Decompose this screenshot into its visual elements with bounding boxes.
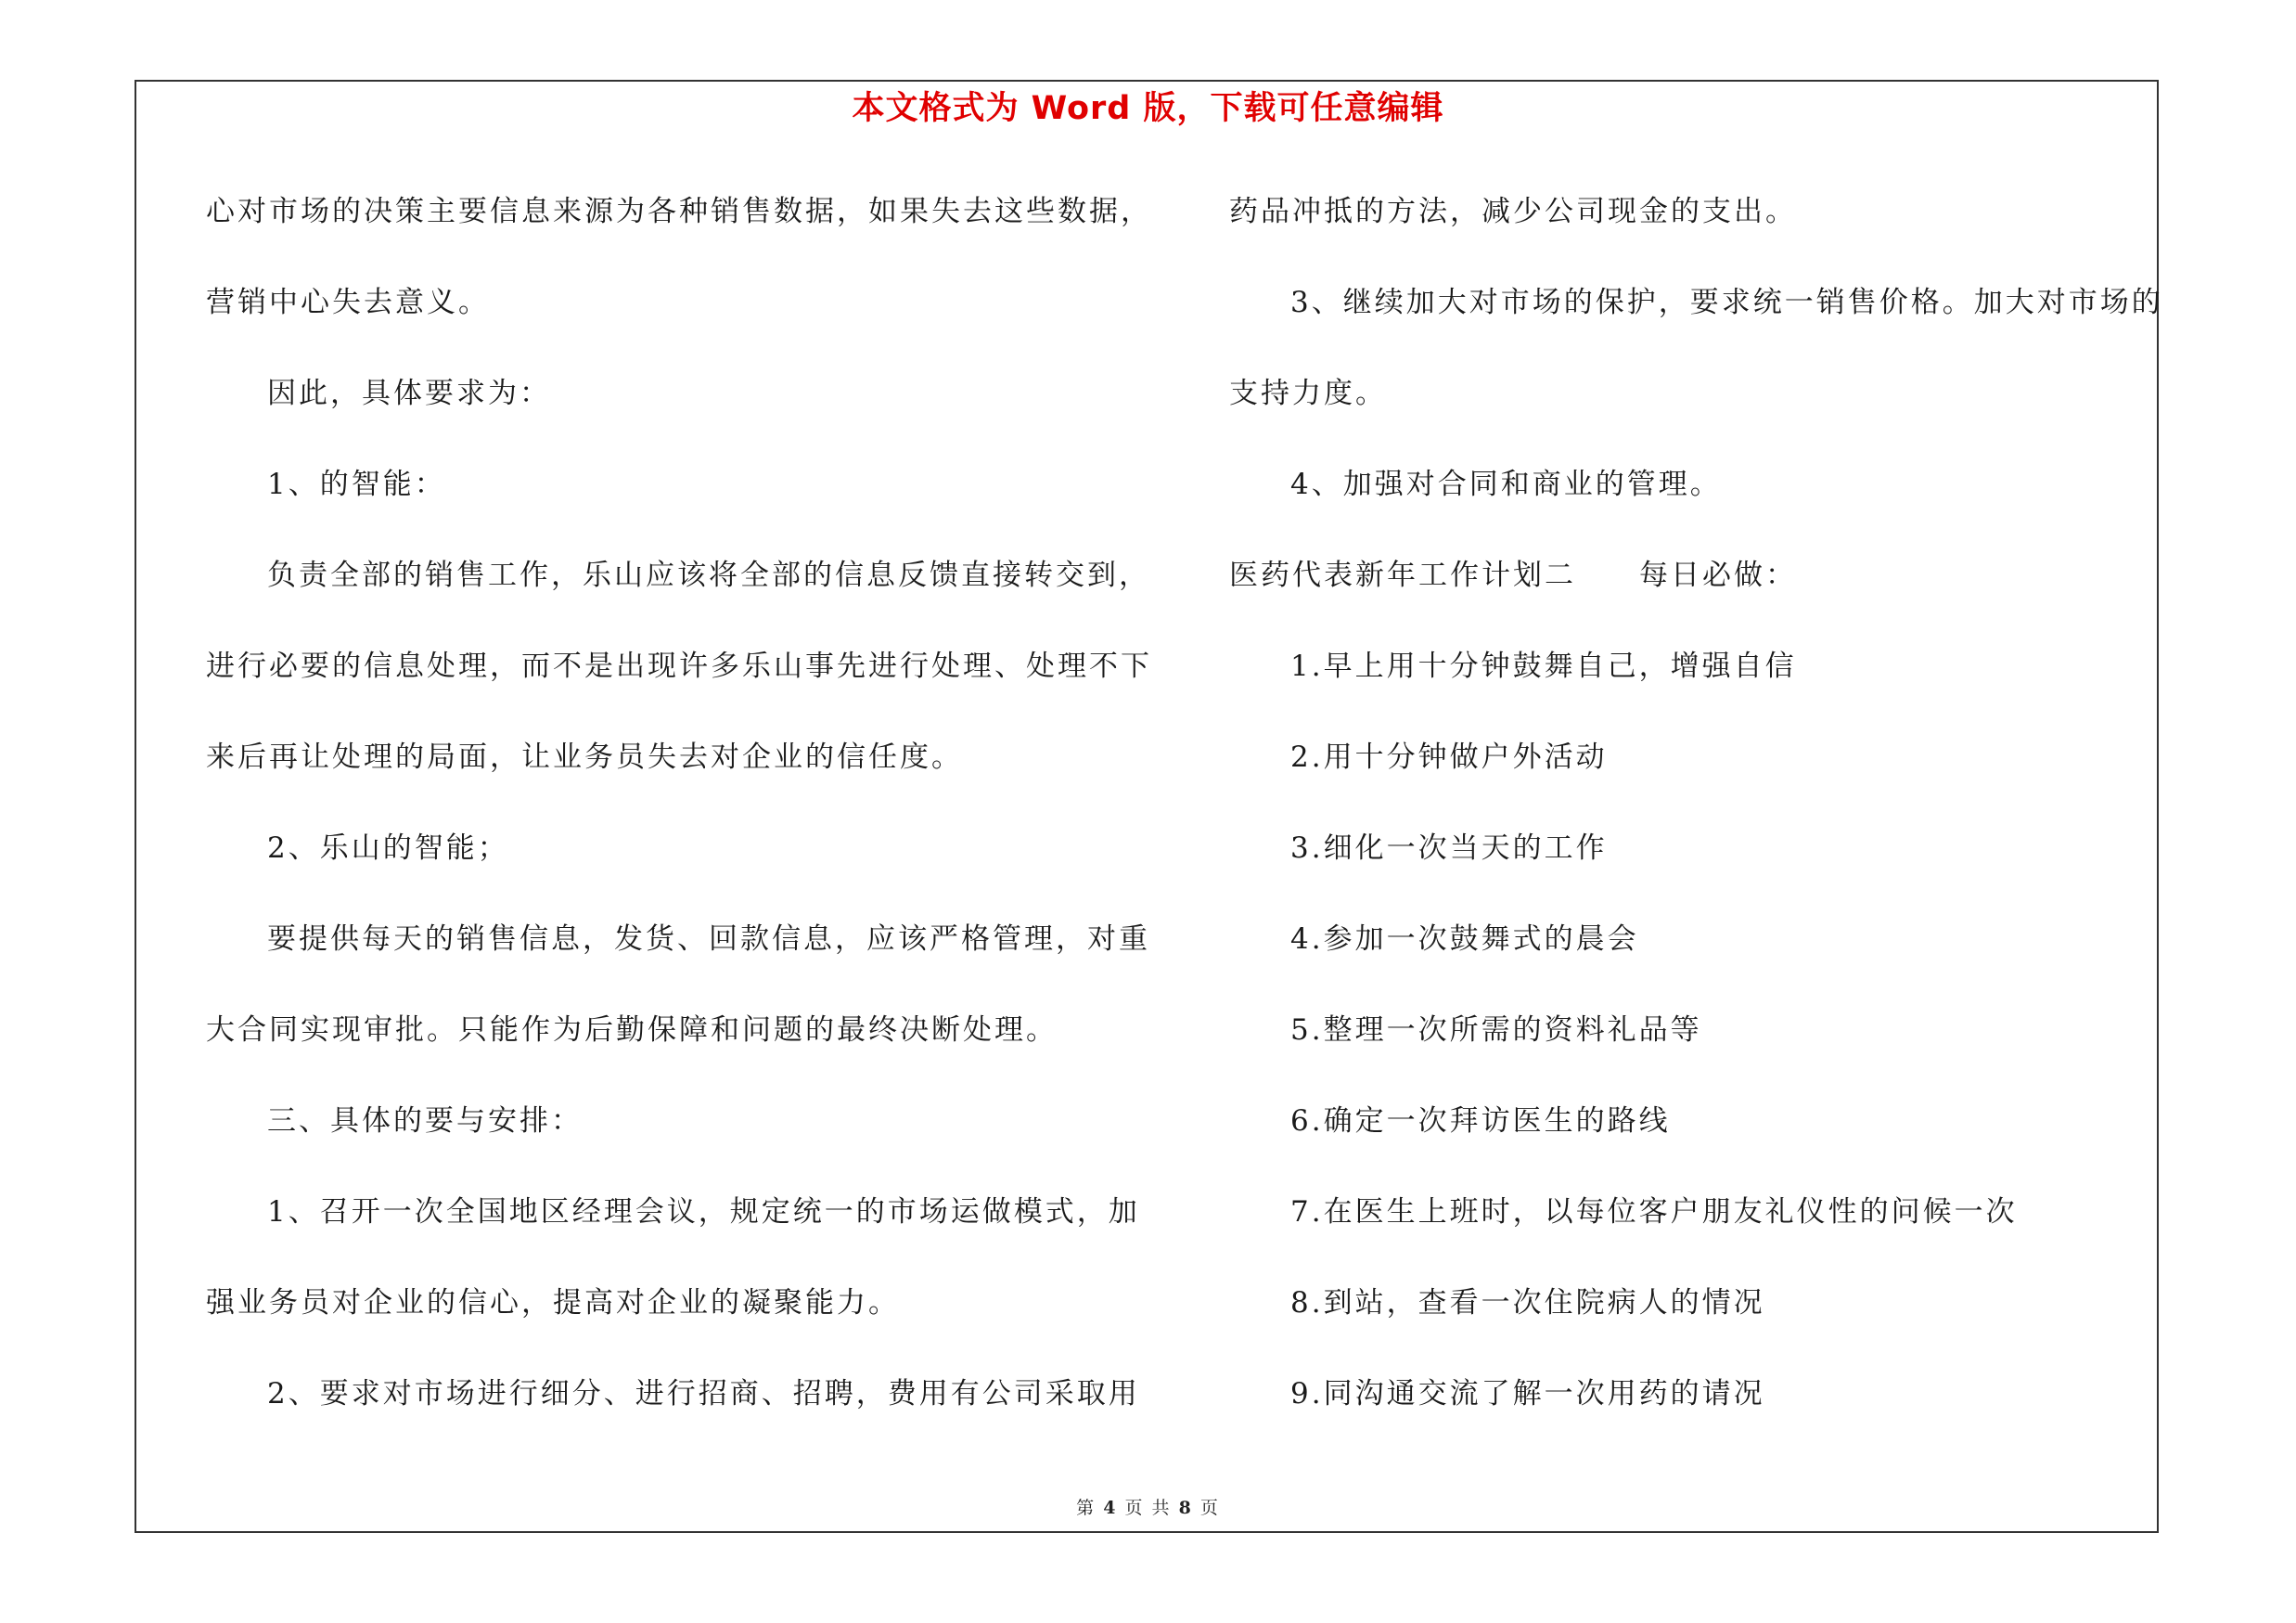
paragraph-line: 1、召开一次全国地区经理会议，规定统一的市场运做模式，加: [267, 1195, 1140, 1229]
paragraph-line: 1、的智能：: [267, 468, 446, 501]
paragraph-line: 4.参加一次鼓舞式的晨会: [1290, 922, 1639, 956]
paragraph-line: 3、继续加大对市场的保护，要求统一销售价格。加大对市场的: [1290, 286, 2163, 319]
paragraph-line: 因此，具体要求为：: [267, 377, 551, 410]
paragraph-line: 负责全部的销售工作，乐山应该将全部的信息反馈直接转交到，: [267, 559, 1150, 592]
paragraph-line: 营销中心失去意义。: [206, 286, 490, 319]
paragraph-line: 要提供每天的销售信息，发货、回款信息，应该严格管理，对重: [267, 922, 1150, 956]
paragraph-line: 3.细化一次当天的工作: [1290, 831, 1608, 865]
paragraph-line: 来后再让处理的局面，让业务员失去对企业的信任度。: [206, 741, 963, 774]
paragraph-line: 进行必要的信息处理，而不是出现许多乐山事先进行处理、处理不下: [206, 650, 1152, 683]
paragraph-line: 大合同实现审批。只能作为后勤保障和问题的最终决断处理。: [206, 1013, 1058, 1047]
right-column: [1229, 186, 2163, 1459]
paragraph-line: 心对市场的决策主要信息来源为各种销售数据，如果失去这些数据，: [206, 195, 1152, 228]
footer-prefix: 第: [1076, 1498, 1097, 1518]
footer-middle: 页 共: [1124, 1498, 1172, 1518]
page-banner: 本文格式为 Word 版，下载可任意编辑: [852, 90, 1444, 127]
paragraph-line: 医药代表新年工作计划二 每日必做：: [1229, 559, 1797, 592]
paragraph-line: 2、要求对市场进行细分、进行招商、招聘，费用有公司采取用: [267, 1377, 1140, 1410]
paragraph-line: 4、加强对合同和商业的管理。: [1290, 468, 1722, 501]
left-column: [206, 186, 1171, 1459]
paragraph-line: 5.整理一次所需的资料礼品等: [1290, 1013, 1702, 1047]
paragraph-line: 药品冲抵的方法，减少公司现金的支出。: [1229, 195, 1797, 228]
paragraph-line: 2、乐山的智能；: [267, 831, 509, 865]
footer-current-page: 4: [1103, 1498, 1118, 1518]
paragraph-line: 2.用十分钟做户外活动: [1290, 741, 1608, 774]
paragraph-line: 9.同沟通交流了解一次用药的请况: [1290, 1377, 1765, 1410]
paragraph-line: 8.到站，查看一次住院病人的情况: [1290, 1286, 1765, 1320]
footer-total-pages: 8: [1178, 1498, 1193, 1518]
paragraph-line: 7.在医生上班时，以每位客户朋友礼仪性的问候一次: [1290, 1195, 2018, 1229]
paragraph-line: 1.早上用十分钟鼓舞自己，增强自信: [1290, 650, 1797, 683]
paragraph-line: 三、具体的要与安排：: [267, 1104, 583, 1138]
page-footer: [0, 1494, 2296, 1519]
paragraph-line: 6.确定一次拜访医生的路线: [1290, 1104, 1671, 1138]
paragraph-line: 支持力度。: [1229, 377, 1387, 410]
paragraph-line: 强业务员对企业的信心，提高对企业的凝聚能力。: [206, 1286, 900, 1320]
footer-suffix: 页: [1199, 1498, 1220, 1518]
